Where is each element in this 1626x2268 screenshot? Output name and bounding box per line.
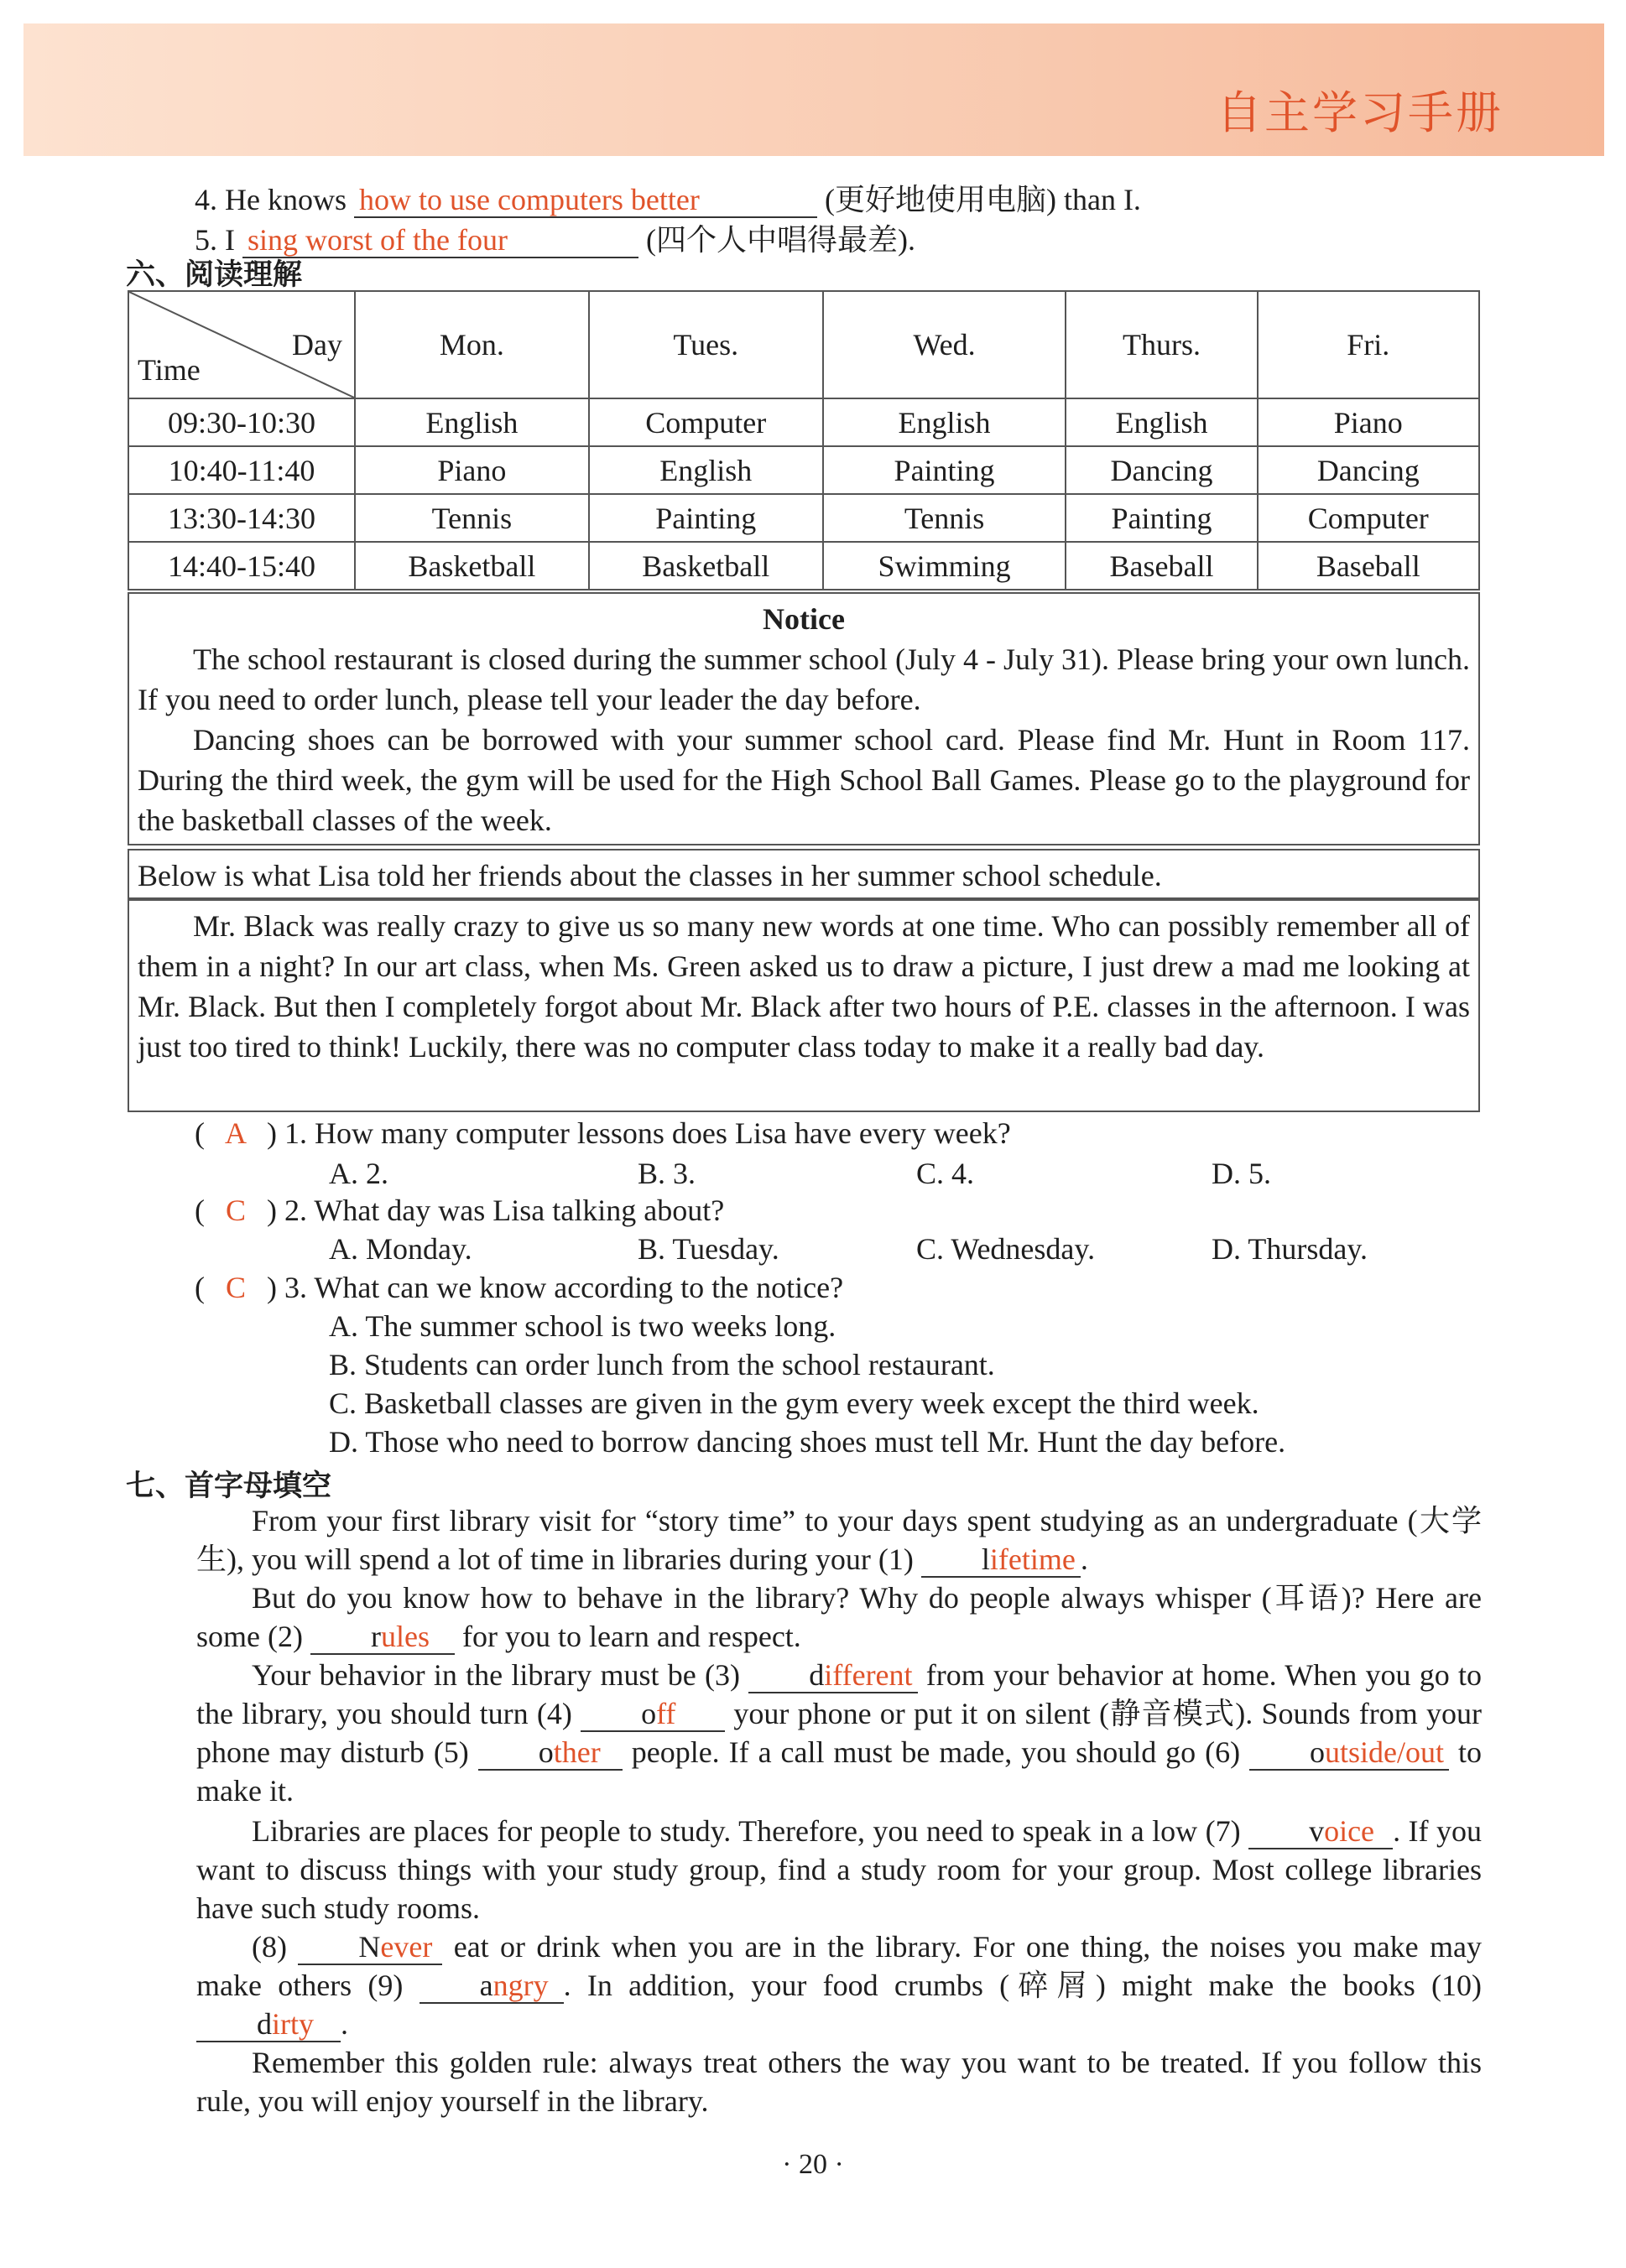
class-cell: Baseball: [1258, 542, 1479, 590]
time-cell: 10:40-11:40: [128, 446, 355, 494]
answer-choice[interactable]: C: [225, 1271, 246, 1304]
fill-blank-10[interactable]: dirty: [196, 2009, 341, 2042]
notice-paragraph: Dancing shoes can be borrowed with your summer school card. Please find Mr. Hunt in Room 117. During the third week, the gym will be used for the High School Ball Games. Please go to the playground for the basketball classes of the week.: [138, 723, 1470, 837]
fill-blank-1[interactable]: lifetime: [921, 1544, 1081, 1578]
corner-day-label: Day: [292, 328, 342, 362]
answer-blank[interactable]: how to use computers better: [354, 185, 817, 218]
fill-paragraph-6: Remember this golden rule: always treat others the way you want to be treated. If you follow this rule, you will enjoy yourself in the library.: [196, 2046, 1482, 2118]
table-row: [128, 494, 1479, 542]
class-cell: Painting: [589, 494, 823, 542]
answer-choice[interactable]: A: [225, 1116, 247, 1150]
class-cell: Swimming: [823, 542, 1066, 590]
option: A. The summer school is two weeks long.: [329, 1309, 836, 1343]
fill-blank-5[interactable]: other: [478, 1737, 623, 1771]
lisa-text-box: [128, 899, 1480, 1112]
question-2: ( C ) 2. What day was Lisa talking about?: [195, 1194, 725, 1227]
answer-choice[interactable]: C: [225, 1194, 246, 1227]
fill-paragraph-1: From your first library visit for “story time” to your days spent studying as an undergraduate (大学生), you will spend a lot of time in libraries during your (1) lifetime .: [196, 1504, 1482, 1576]
class-cell: English: [355, 398, 589, 446]
notice-box: [128, 592, 1480, 845]
class-cell: Piano: [355, 446, 589, 494]
option: B. Tuesday.: [638, 1232, 779, 1266]
prev-item-4: 4. He knows how to use computers better (更好地使用电脑) than I.: [195, 183, 1141, 216]
option: A. 2.: [329, 1157, 388, 1190]
day-header: Tues.: [589, 291, 823, 398]
prev-item-5: 5. I sing worst of the four (四个人中唱得最差).: [195, 223, 915, 257]
option: B. 3.: [638, 1157, 696, 1190]
fill-blank-3[interactable]: different: [748, 1660, 917, 1693]
notice-paragraph: The school restaurant is closed during the summer school (July 4 - July 31). Please bring your own lunch. If you need to order lunch, please tell your leader the day before.: [138, 642, 1470, 716]
class-cell: Tennis: [823, 494, 1066, 542]
class-cell: Computer: [1258, 494, 1479, 542]
time-cell: 13:30-14:30: [128, 494, 355, 542]
option: B. Students can order lunch from the school restaurant.: [329, 1348, 995, 1381]
day-header: Fri.: [1258, 291, 1479, 398]
fill-paragraph-5: (8) Never eat or drink when you are in the library. For one thing, the noises you make may make others (9) angry . In addition, your food crumbs (碎屑) might make the books (10) dirty .: [196, 1930, 1483, 2041]
class-cell: Baseball: [1066, 542, 1257, 590]
class-cell: Computer: [589, 398, 823, 446]
answer-blank[interactable]: sing worst of the four: [242, 225, 638, 258]
fill-blank-6[interactable]: outside/out: [1249, 1737, 1449, 1771]
option: C. Wednesday.: [916, 1232, 1096, 1266]
class-cell: Painting: [823, 446, 1066, 494]
class-cell: Tennis: [355, 494, 589, 542]
question-3: ( C ) 3. What can we know according to the notice?: [195, 1271, 844, 1304]
option: C. 4.: [916, 1157, 975, 1190]
option: D. 5.: [1212, 1157, 1271, 1190]
corner-cell: [128, 291, 355, 398]
lisa-text: Mr. Black was really crazy to give us so many new words at one time. Who can possibly remember all of them in a night? In our art class, when Ms. Green asked us to draw a picture, I just drew a mad me looking at Mr. Black. But then I completely forgot about Mr. Black after two hours of P.E. classes in the afternoon. I was just too tired to think! Luckily, there was no computer class today to make it a really bad day.: [138, 909, 1470, 1064]
schedule-table: [128, 290, 1480, 590]
table-row: [128, 398, 1479, 446]
time-cell: 14:40-15:40: [128, 542, 355, 590]
option: A. Monday.: [329, 1232, 472, 1266]
class-cell: Piano: [1258, 398, 1479, 446]
time-cell: 09:30-10:30: [128, 398, 355, 446]
fill-paragraph-2: But do you know how to behave in the library? Why do people always whisper (耳语)? Here are some (2) rules for you to learn and respect.: [196, 1581, 1482, 1653]
section-fill-title: 七、首字母填空: [126, 1470, 332, 1503]
day-header: Mon.: [355, 291, 589, 398]
class-cell: English: [589, 446, 823, 494]
class-cell: Dancing: [1066, 446, 1257, 494]
class-cell: Painting: [1066, 494, 1257, 542]
option: D. Those who need to borrow dancing shoes must tell Mr. Hunt the day before.: [329, 1425, 1286, 1459]
question-1: ( A ) 1. How many computer lessons does Lisa have every week?: [195, 1116, 1011, 1150]
table-row: [128, 446, 1479, 494]
class-cell: English: [823, 398, 1066, 446]
corner-time-label: Time: [138, 353, 201, 387]
handbook-title: 自主学习手册: [1217, 86, 1504, 139]
day-header: Wed.: [823, 291, 1066, 398]
class-cell: Basketball: [589, 542, 823, 590]
class-cell: Dancing: [1258, 446, 1479, 494]
table-row: [128, 542, 1479, 590]
class-cell: Basketball: [355, 542, 589, 590]
page-number: · 20 ·: [782, 2149, 844, 2180]
section-reading-title: 六、阅读理解: [126, 258, 303, 292]
fill-blank-9[interactable]: angry: [420, 1970, 564, 2004]
lisa-intro: Below is what Lisa told her friends about the classes in her summer school schedule.: [138, 859, 1162, 892]
option: D. Thursday.: [1212, 1232, 1368, 1266]
option: C. Basketball classes are given in the gym every week except the third week.: [329, 1386, 1259, 1420]
lisa-intro-box: [128, 849, 1480, 899]
notice-title: Notice: [763, 602, 845, 636]
class-cell: English: [1066, 398, 1257, 446]
fill-blank-4[interactable]: off: [581, 1698, 725, 1732]
fill-blank-8[interactable]: Never: [298, 1932, 442, 1965]
schedule-header-row: [128, 291, 1479, 398]
fill-blank-2[interactable]: rules: [310, 1621, 455, 1655]
fill-paragraph-3: Your behavior in the library must be (3) different from your behavior at home. When you go to the library, you should turn (4) off your phone or put it on silent (静音模式). Sounds from your phone may disturb (5) other people. If a call must be made, you should go (6) outside/out to make it.: [196, 1658, 1482, 1808]
day-header: Thurs.: [1066, 291, 1257, 398]
fill-blank-7[interactable]: voice: [1248, 1816, 1393, 1849]
fill-paragraph-4: Libraries are places for people to study. Therefore, you need to speak in a low (7) voice . If you want to discuss things with your study group, find a study room for your group. Most college libraries have such study rooms.: [196, 1814, 1482, 1925]
